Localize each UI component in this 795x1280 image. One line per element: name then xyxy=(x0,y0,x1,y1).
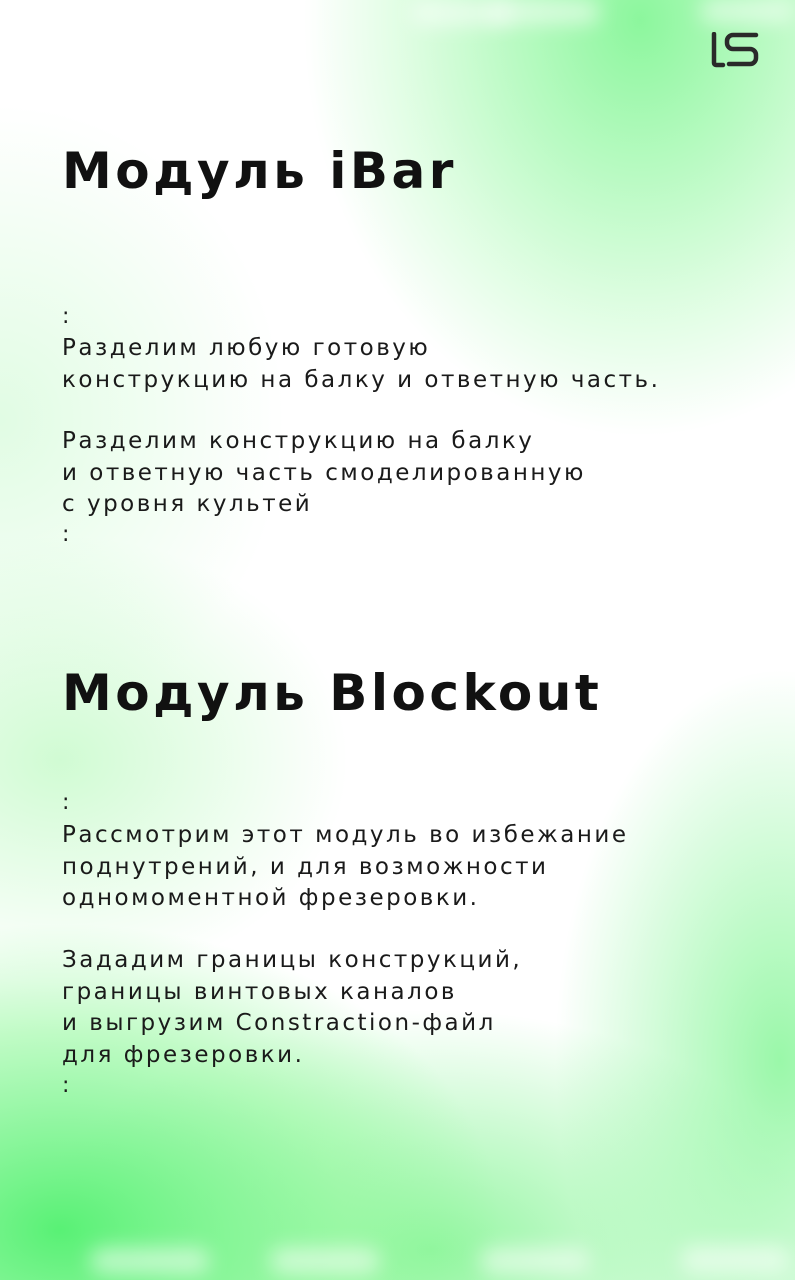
text-line: для фрезеровки. xyxy=(62,1041,305,1068)
colon-marker: : xyxy=(62,790,70,815)
blockout-paragraph-1 xyxy=(62,820,629,915)
blockout-paragraph-2 xyxy=(62,945,522,1071)
text-line: и ответную часть смоделированную xyxy=(62,459,586,486)
text-line: конструкцию на балку и ответную часть. xyxy=(62,366,661,393)
light-streak xyxy=(270,1248,380,1274)
light-streak xyxy=(480,1248,590,1274)
ibar-paragraph-1 xyxy=(62,333,660,396)
light-streak xyxy=(700,0,795,22)
text-line: Разделим конструкцию на балку xyxy=(62,428,535,454)
colon-marker: : xyxy=(62,522,70,547)
light-streak xyxy=(680,1246,790,1274)
colon-marker: : xyxy=(62,1073,70,1098)
ls-logo-icon xyxy=(711,32,759,68)
text-line: Разделим любую готовую xyxy=(62,335,431,361)
light-streak xyxy=(490,0,600,24)
section-title-ibar: Модуль iBar xyxy=(62,142,457,200)
text-line: с уровня культей xyxy=(62,491,313,517)
text-line: поднутрений, и для возможности xyxy=(62,853,549,880)
text-line: границы винтовых каналов xyxy=(62,978,457,1005)
section-title-blockout: Модуль Blockout xyxy=(62,664,603,722)
ibar-paragraph-2 xyxy=(62,426,586,521)
colon-marker: : xyxy=(62,304,70,329)
text-line: Зададим границы конструкций, xyxy=(62,947,523,973)
text-line: Рассмотрим этот модуль во избежание xyxy=(62,822,629,848)
light-streak xyxy=(90,1248,210,1274)
text-line: и выгрузим Constraction-файл xyxy=(62,1010,496,1036)
text-line: одномоментной фрезеровки. xyxy=(62,885,480,911)
